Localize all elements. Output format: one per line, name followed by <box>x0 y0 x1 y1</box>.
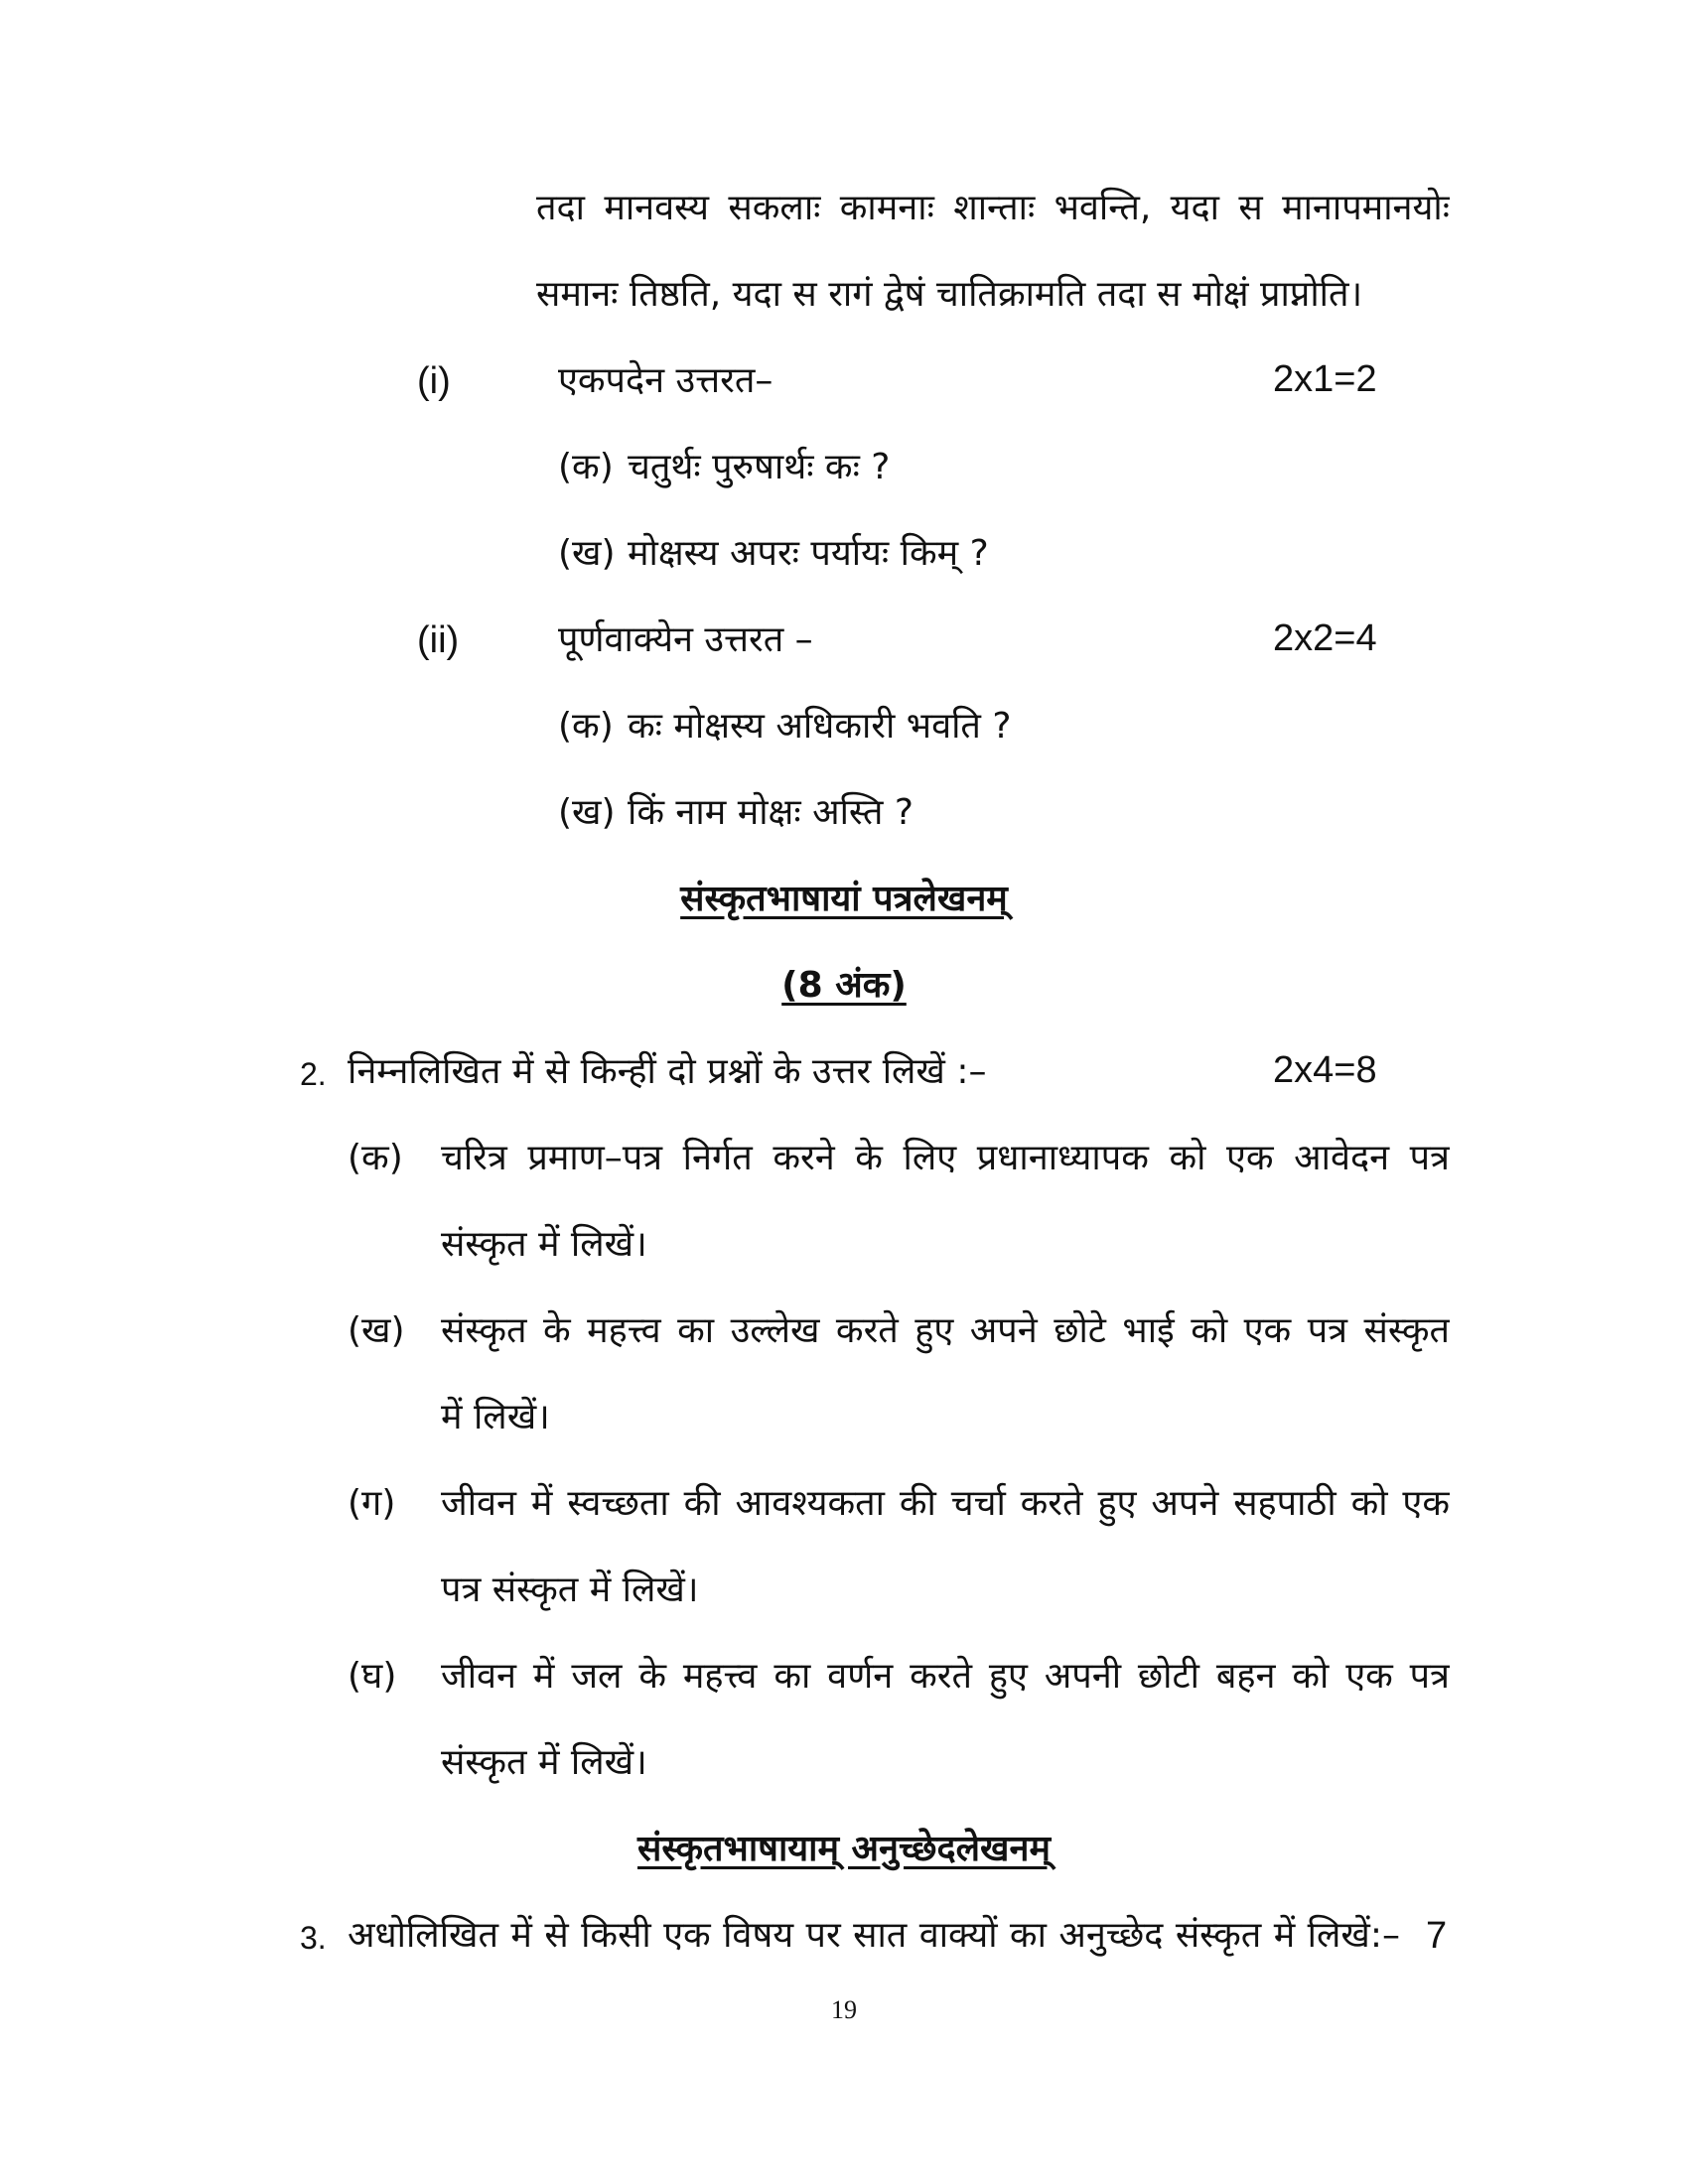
option-text-line-1: जीवन में स्वच्छता की आवश्यकता की चर्चा करते हुए अपने सहपाठी को एक <box>441 1483 1450 1524</box>
part-i-marks: 2x1=2 <box>1273 358 1377 400</box>
part-ii-item-label: (क) <box>558 706 614 747</box>
page-number: 19 <box>831 1995 857 2024</box>
option-text-line-1: चरित्र प्रमाण–पत्र निर्गत करने के लिए प्रधानाध्यापक को एक आवेदन पत्र <box>441 1138 1450 1178</box>
passage-line-2: समानः तिष्ठति, यदा स रागं द्वेषं चातिक्रामति तदा स मोक्षं प्राप्नोति। <box>536 274 1363 315</box>
part-i-item-text: चतुर्थः पुरुषार्थः कः ? <box>628 447 891 487</box>
option-text-line-1: संस्कृत के महत्त्व का उल्लेख करते हुए अपने छोटे भाई को एक पत्र संस्कृत <box>441 1310 1450 1351</box>
part-ii-instruction: पूर्णवाक्येन उत्तरत – <box>558 619 813 660</box>
option-label: (ख) <box>348 1310 405 1351</box>
part-ii-item-text: किं नाम मोक्षः अस्ति ? <box>628 792 914 833</box>
section-heading-letter: संस्कृतभाषायां पत्रलेखनम् <box>680 879 1008 919</box>
part-i-item-label: (ख) <box>558 533 616 574</box>
option-text-line-2: संस्कृत में लिखें। <box>441 1742 647 1783</box>
part-i-instruction: एकपदेन उत्तरत– <box>558 360 774 401</box>
option-label: (क) <box>348 1138 403 1178</box>
part-ii-item-label: (ख) <box>558 792 616 833</box>
part-ii-item-text: कः मोक्षस्य अधिकारी भवति ? <box>628 706 1012 747</box>
option-text-line-2: पत्र संस्कृत में लिखें। <box>441 1570 699 1610</box>
option-label: (घ) <box>348 1656 397 1697</box>
option-text-line-1: जीवन में जल के महत्त्व का वर्णन करते हुए अपनी छोटी बहन को एक पत्र <box>441 1656 1450 1697</box>
part-i-label: (i) <box>417 360 451 402</box>
part-i-item-label: (क) <box>558 447 614 487</box>
question-3-number: 3. <box>300 1920 327 1956</box>
option-text-line-2: में लिखें। <box>441 1397 550 1437</box>
question-3-instruction: अधोलिखित में से किसी एक विषय पर सात वाक्यों का अनुच्छेद संस्कृत में लिखें:– <box>348 1915 1400 1956</box>
option-label: (ग) <box>348 1483 396 1524</box>
part-ii-label: (ii) <box>417 619 460 661</box>
part-ii-marks: 2x2=4 <box>1273 617 1377 659</box>
passage-line-1: तदा मानवस्य सकलाः कामनाः शान्ताः भवन्ति, यदा स मानापमानयोः <box>536 188 1450 228</box>
question-3-marks: 7 <box>1426 1915 1448 1957</box>
section-marks-heading: (8 अंक) <box>781 965 907 1006</box>
question-2-instruction: निम्नलिखित में से किन्हीं दो प्रश्नों के उत्तर लिखें :– <box>348 1051 987 1092</box>
part-i-item-text: मोक्षस्य अपरः पर्यायः किम् ? <box>628 533 989 574</box>
question-2-number: 2. <box>300 1056 327 1092</box>
question-2-marks: 2x4=8 <box>1273 1049 1377 1091</box>
section-heading-paragraph: संस्कृतभाषायाम् अनुच्छेदलेखनम् <box>637 1829 1051 1869</box>
option-text-line-2: संस्कृत में लिखें। <box>441 1224 647 1265</box>
